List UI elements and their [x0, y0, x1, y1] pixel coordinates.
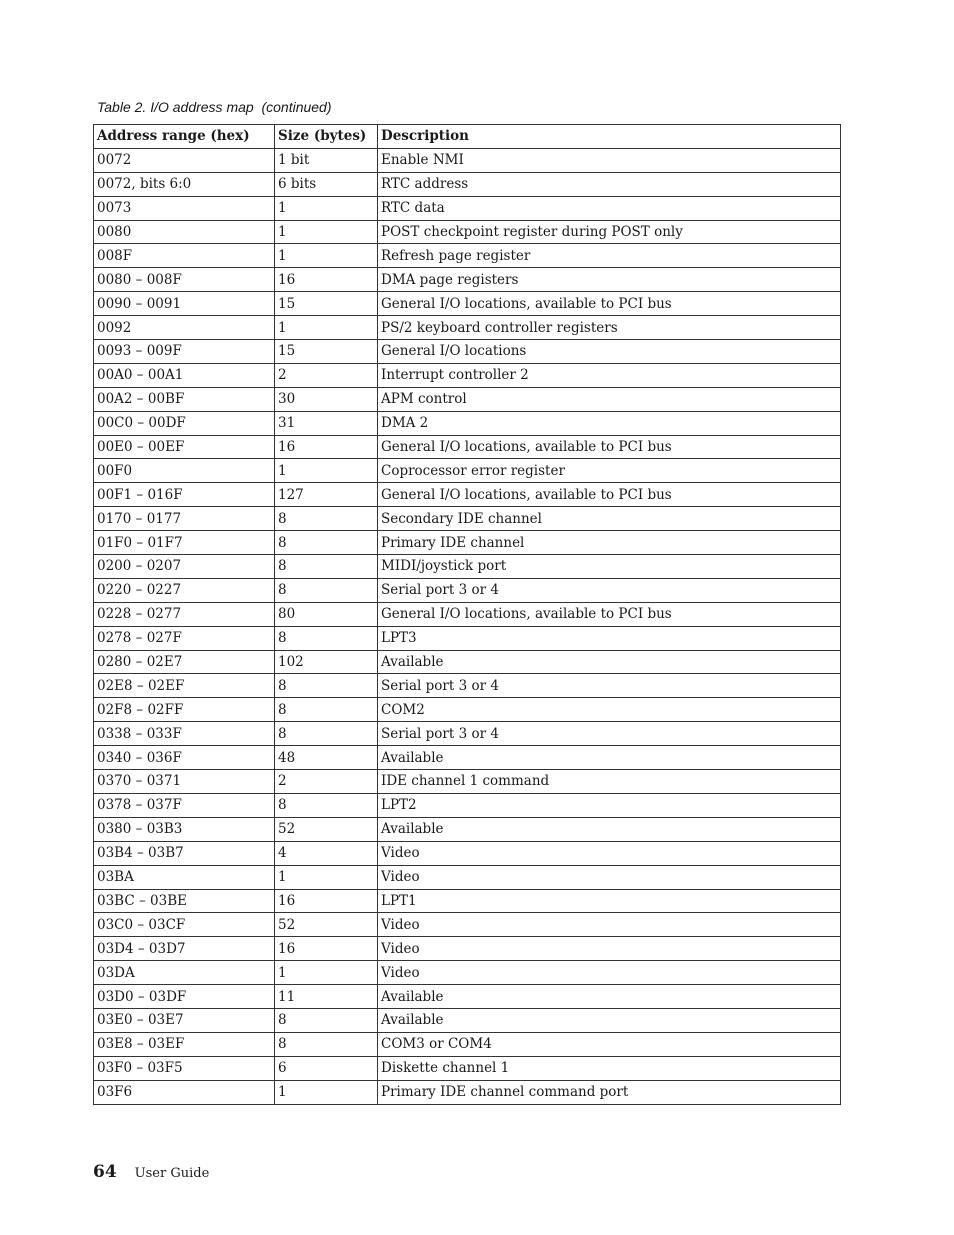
cell-size: 1 [275, 459, 378, 483]
cell-address-range: 0278 – 027F [94, 626, 275, 650]
cell-size: 15 [275, 340, 378, 364]
cell-description: Coprocessor error register [378, 459, 841, 483]
cell-size: 1 [275, 865, 378, 889]
table-row [94, 626, 841, 650]
table-row [94, 196, 841, 220]
cell-address-range: 0090 – 0091 [94, 292, 275, 316]
cell-description: LPT1 [378, 889, 841, 913]
table-row [94, 435, 841, 459]
cell-address-range: 03BA [94, 865, 275, 889]
cell-address-range: 03E8 – 03EF [94, 1032, 275, 1056]
cell-size: 52 [275, 817, 378, 841]
header-address-range: Address range (hex) [94, 125, 275, 149]
table-row [94, 1008, 841, 1032]
table-row [94, 292, 841, 316]
cell-address-range: 0080 [94, 220, 275, 244]
cell-description: Primary IDE channel command port [378, 1080, 841, 1104]
table-row [94, 340, 841, 364]
table-row [94, 316, 841, 340]
cell-size: 1 [275, 961, 378, 985]
cell-address-range: 00E0 – 00EF [94, 435, 275, 459]
table-row [94, 507, 841, 531]
cell-address-range: 00C0 – 00DF [94, 411, 275, 435]
cell-address-range: 00A0 – 00A1 [94, 363, 275, 387]
cell-size: 1 [275, 244, 378, 268]
cell-description: Available [378, 746, 841, 770]
cell-size: 8 [275, 626, 378, 650]
table-row [94, 793, 841, 817]
table-row [94, 817, 841, 841]
table-row [94, 746, 841, 770]
cell-size: 8 [275, 578, 378, 602]
cell-size: 8 [275, 507, 378, 531]
table-row [94, 913, 841, 937]
table-row [94, 674, 841, 698]
cell-size: 2 [275, 363, 378, 387]
table-row [94, 387, 841, 411]
header-size: Size (bytes) [275, 125, 378, 149]
table-row [94, 770, 841, 794]
cell-address-range: 02F8 – 02FF [94, 698, 275, 722]
cell-size: 8 [275, 722, 378, 746]
cell-size: 8 [275, 555, 378, 579]
table-row [94, 961, 841, 985]
cell-description: POST checkpoint register during POST only [378, 220, 841, 244]
table-row [94, 1056, 841, 1080]
table-header-row [94, 125, 841, 149]
cell-size: 1 [275, 220, 378, 244]
table-row [94, 865, 841, 889]
table-row [94, 937, 841, 961]
cell-address-range: 0093 – 009F [94, 340, 275, 364]
cell-size: 52 [275, 913, 378, 937]
cell-address-range: 0080 – 008F [94, 268, 275, 292]
cell-description: Serial port 3 or 4 [378, 674, 841, 698]
cell-description: PS/2 keyboard controller registers [378, 316, 841, 340]
table-row [94, 555, 841, 579]
cell-size: 8 [275, 698, 378, 722]
cell-size: 8 [275, 1032, 378, 1056]
table-row [94, 148, 841, 172]
cell-size: 4 [275, 841, 378, 865]
cell-size: 48 [275, 746, 378, 770]
cell-address-range: 00F1 – 016F [94, 483, 275, 507]
table-row [94, 698, 841, 722]
cell-size: 8 [275, 531, 378, 555]
cell-description: Video [378, 937, 841, 961]
cell-description: General I/O locations [378, 340, 841, 364]
cell-address-range: 0380 – 03B3 [94, 817, 275, 841]
cell-description: Available [378, 650, 841, 674]
cell-size: 8 [275, 793, 378, 817]
cell-size: 16 [275, 435, 378, 459]
cell-address-range: 0200 – 0207 [94, 555, 275, 579]
cell-size: 6 bits [275, 172, 378, 196]
table-row [94, 220, 841, 244]
table-row [94, 172, 841, 196]
cell-address-range: 03D4 – 03D7 [94, 937, 275, 961]
cell-description: Available [378, 817, 841, 841]
cell-address-range: 0170 – 0177 [94, 507, 275, 531]
cell-size: 31 [275, 411, 378, 435]
cell-description: General I/O locations, available to PCI bus [378, 292, 841, 316]
cell-size: 16 [275, 937, 378, 961]
cell-description: Video [378, 961, 841, 985]
table-row [94, 459, 841, 483]
table-row [94, 363, 841, 387]
cell-description: Video [378, 913, 841, 937]
cell-description: General I/O locations, available to PCI bus [378, 602, 841, 626]
cell-size: 127 [275, 483, 378, 507]
table-row [94, 411, 841, 435]
cell-description: LPT2 [378, 793, 841, 817]
cell-address-range: 03BC – 03BE [94, 889, 275, 913]
cell-address-range: 01F0 – 01F7 [94, 531, 275, 555]
cell-address-range: 0340 – 036F [94, 746, 275, 770]
cell-address-range: 00A2 – 00BF [94, 387, 275, 411]
cell-address-range: 0338 – 033F [94, 722, 275, 746]
cell-description: Serial port 3 or 4 [378, 722, 841, 746]
table-row [94, 985, 841, 1009]
table-row [94, 722, 841, 746]
io-address-map-table [93, 124, 841, 1105]
cell-description: RTC address [378, 172, 841, 196]
cell-size: 30 [275, 387, 378, 411]
table-row [94, 1032, 841, 1056]
table-caption: Table 2. I/O address map (continued) [97, 99, 332, 115]
cell-address-range: 02E8 – 02EF [94, 674, 275, 698]
cell-address-range: 0228 – 0277 [94, 602, 275, 626]
table-row [94, 268, 841, 292]
guide-title: User Guide [134, 1166, 210, 1181]
cell-size: 1 [275, 1080, 378, 1104]
cell-description: General I/O locations, available to PCI bus [378, 483, 841, 507]
cell-size: 80 [275, 602, 378, 626]
cell-description: Interrupt controller 2 [378, 363, 841, 387]
cell-description: Enable NMI [378, 148, 841, 172]
cell-description: Video [378, 865, 841, 889]
cell-address-range: 0092 [94, 316, 275, 340]
cell-address-range: 0370 – 0371 [94, 770, 275, 794]
cell-address-range: 0280 – 02E7 [94, 650, 275, 674]
cell-address-range: 03F6 [94, 1080, 275, 1104]
cell-address-range: 0220 – 0227 [94, 578, 275, 602]
cell-description: MIDI/joystick port [378, 555, 841, 579]
cell-description: DMA 2 [378, 411, 841, 435]
cell-address-range: 03D0 – 03DF [94, 985, 275, 1009]
cell-description: RTC data [378, 196, 841, 220]
cell-size: 8 [275, 674, 378, 698]
cell-size: 1 bit [275, 148, 378, 172]
cell-description: General I/O locations, available to PCI bus [378, 435, 841, 459]
cell-size: 8 [275, 1008, 378, 1032]
table-row [94, 841, 841, 865]
cell-description: COM2 [378, 698, 841, 722]
page-number: 64 [93, 1162, 117, 1182]
table-body [94, 148, 841, 1104]
header-description: Description [378, 125, 841, 149]
cell-address-range: 0072, bits 6:0 [94, 172, 275, 196]
cell-description: Primary IDE channel [378, 531, 841, 555]
table-row [94, 602, 841, 626]
cell-description: APM control [378, 387, 841, 411]
cell-address-range: 03C0 – 03CF [94, 913, 275, 937]
cell-description: Diskette channel 1 [378, 1056, 841, 1080]
table-row [94, 578, 841, 602]
cell-size: 1 [275, 316, 378, 340]
cell-address-range: 0073 [94, 196, 275, 220]
cell-size: 15 [275, 292, 378, 316]
cell-description: Secondary IDE channel [378, 507, 841, 531]
cell-size: 6 [275, 1056, 378, 1080]
cell-size: 2 [275, 770, 378, 794]
cell-size: 11 [275, 985, 378, 1009]
table-row [94, 244, 841, 268]
cell-size: 1 [275, 196, 378, 220]
cell-size: 102 [275, 650, 378, 674]
cell-address-range: 03F0 – 03F5 [94, 1056, 275, 1080]
cell-description: Available [378, 1008, 841, 1032]
cell-size: 16 [275, 268, 378, 292]
page-footer [93, 1162, 209, 1182]
cell-size: 16 [275, 889, 378, 913]
table-row [94, 1080, 841, 1104]
cell-description: Serial port 3 or 4 [378, 578, 841, 602]
cell-description: Available [378, 985, 841, 1009]
cell-address-range: 0378 – 037F [94, 793, 275, 817]
cell-address-range: 03B4 – 03B7 [94, 841, 275, 865]
table-row [94, 483, 841, 507]
table-row [94, 889, 841, 913]
cell-description: Refresh page register [378, 244, 841, 268]
cell-address-range: 00F0 [94, 459, 275, 483]
cell-description: LPT3 [378, 626, 841, 650]
cell-address-range: 008F [94, 244, 275, 268]
cell-description: COM3 or COM4 [378, 1032, 841, 1056]
cell-address-range: 03DA [94, 961, 275, 985]
table-row [94, 650, 841, 674]
cell-description: Video [378, 841, 841, 865]
cell-address-range: 0072 [94, 148, 275, 172]
cell-address-range: 03E0 – 03E7 [94, 1008, 275, 1032]
cell-description: DMA page registers [378, 268, 841, 292]
cell-description: IDE channel 1 command [378, 770, 841, 794]
table-row [94, 531, 841, 555]
